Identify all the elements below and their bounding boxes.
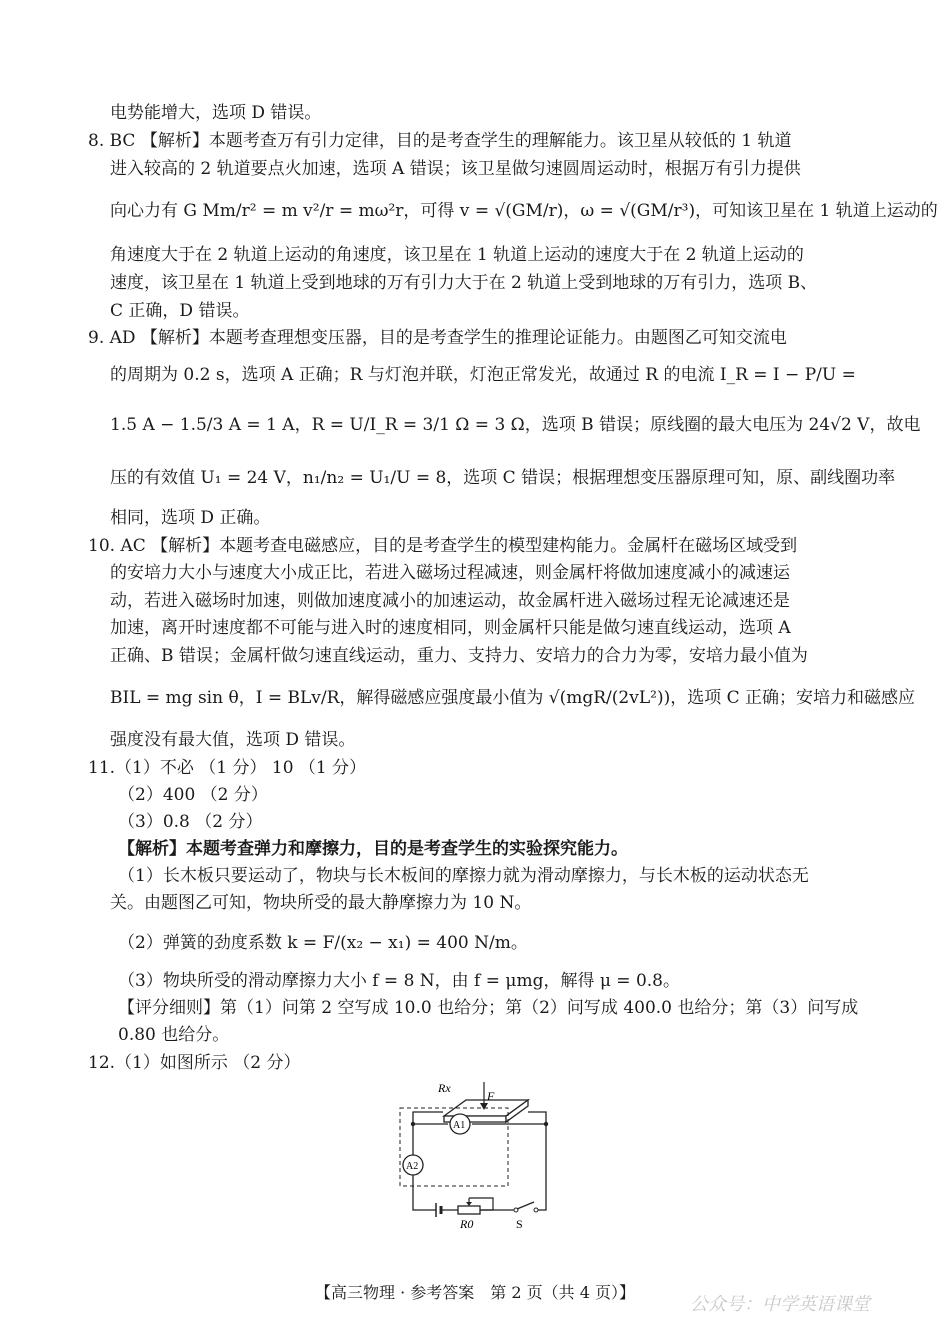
page-footer: 【高三物理 · 参考答案 第 2 页（共 4 页）】 xyxy=(315,1283,635,1302)
watermark: 公众号：中学英语课堂 xyxy=(690,1294,870,1315)
text-line: 关。由题图乙可知，物块所受的最大静摩擦力为 10 N。 xyxy=(110,893,532,913)
text-line: （3）物块所受的滑动摩擦力大小 f = 8 N，由 f = μmg，解得 μ = 0.8。 xyxy=(118,971,680,991)
text-line: （2）弹簧的劲度系数 k = F/(x₂ − x₁) = 400 N/m。 xyxy=(118,933,528,953)
text-line: 1.5 A − 1.5/3 A = 1 A，R = U/I_R = 3/1 Ω = 3 Ω，选项 B 错误；原线圈的最大电压为 24√2 V，故电 xyxy=(110,415,921,435)
scoring-note: 【评分细则】第（1）问第 2 空写成 10.0 也给分；第（2）问写成 400.0 也给分；第（3）问写成 xyxy=(118,998,859,1018)
text-line: C 正确，D 错误。 xyxy=(110,301,250,321)
label-rx: Rx xyxy=(438,1081,451,1095)
text-line: 压的有效值 U₁ = 24 V，n₁/n₂ = U₁/U = 8，选项 C 错误；根据理想变压器原理可知，原、副线圈功率 xyxy=(110,468,896,488)
text-line: （3）0.8 （2 分） xyxy=(118,812,263,832)
label-a1: A1 xyxy=(453,1120,466,1131)
label-a2: A2 xyxy=(406,1161,419,1172)
text-line: 电势能增大，选项 D 错误。 xyxy=(110,103,322,123)
text-line: 角速度大于在 2 轨道上运动的角速度，该卫星在 1 轨道上运动的速度大于在 2 轨道上运动的 xyxy=(110,245,804,265)
label-s: S xyxy=(516,1217,523,1231)
q9-header: 9. AD 【解析】本题考查理想变压器，目的是考查学生的推理论证能力。由题图乙可知交流电 xyxy=(88,328,787,348)
circuit-diagram xyxy=(388,1072,563,1232)
label-r0: R0 xyxy=(460,1217,474,1231)
q11-header: 11.（1）不必 （1 分） 10 （1 分） xyxy=(88,758,367,778)
text-line: 相同，选项 D 正确。 xyxy=(110,508,271,528)
q12-header: 12.（1）如图所示 （2 分） xyxy=(88,1053,301,1073)
analysis-heading: 【解析】本题考查弹力和摩擦力，目的是考查学生的实验探究能力。 xyxy=(118,839,628,859)
label-f: F xyxy=(487,1089,495,1103)
text-line: 的周期为 0.2 s，选项 A 正确；R 与灯泡并联，灯泡正常发光，故通过 R 的电流 I_R = I − P/U = xyxy=(110,365,856,385)
text-line: 进入较高的 2 轨道要点火加速，选项 A 错误；该卫星做匀速圆周运动时，根据万有引力提供 xyxy=(110,159,801,179)
q10-header: 10. AC 【解析】本题考查电磁感应，目的是考查学生的模型建构能力。金属杆在磁场区域受到 xyxy=(88,536,798,556)
text-line: 加速，离开时速度都不可能与进入时的速度相同，则金属杆只能是做匀速直线运动，选项 A xyxy=(110,618,791,638)
text-line: 动，若进入磁场时加速，则做加速度减小的加速运动，故金属杆进入磁场过程无论减速还是 xyxy=(110,591,790,611)
rheostat-r0 xyxy=(458,1206,480,1214)
text-line: 正确、B 错误；金属杆做匀速直线运动，重力、支持力、安培力的合力为零，安培力最小值为 xyxy=(110,646,808,666)
text-line: （1）长木板只要运动了，物块与长木板间的摩擦力就为滑动摩擦力，与长木板的运动状态无 xyxy=(118,866,809,886)
text-line: 向心力有 G Mm/r² = m v²/r = mω²r，可得 v = √(GM/r)，ω = √(GM/r³)，可知该卫星在 1 轨道上运动的 xyxy=(110,201,938,221)
text-line: 的安培力大小与速度大小成正比，若进入磁场过程减速，则金属杆将做加速度减小的减速运 xyxy=(110,563,790,583)
text-line: BIL = mg sin θ，I = BLv/R，解得磁感应强度最小值为 √(mgR/(2vL²))，选项 C 正确；安培力和磁感应 xyxy=(110,688,916,708)
text-line: 速度，该卫星在 1 轨道上受到地球的万有引力大于在 2 轨道上受到地球的万有引力，选项 B、 xyxy=(110,273,818,293)
q8-header: 8. BC 【解析】本题考查万有引力定律，目的是考查学生的理解能力。该卫星从较低的 1 轨道 xyxy=(88,131,792,151)
text-line: （2）400 （2 分） xyxy=(118,785,268,805)
text-line: 强度没有最大值，选项 D 错误。 xyxy=(110,730,356,750)
text-line: 0.80 也给分。 xyxy=(118,1025,230,1045)
